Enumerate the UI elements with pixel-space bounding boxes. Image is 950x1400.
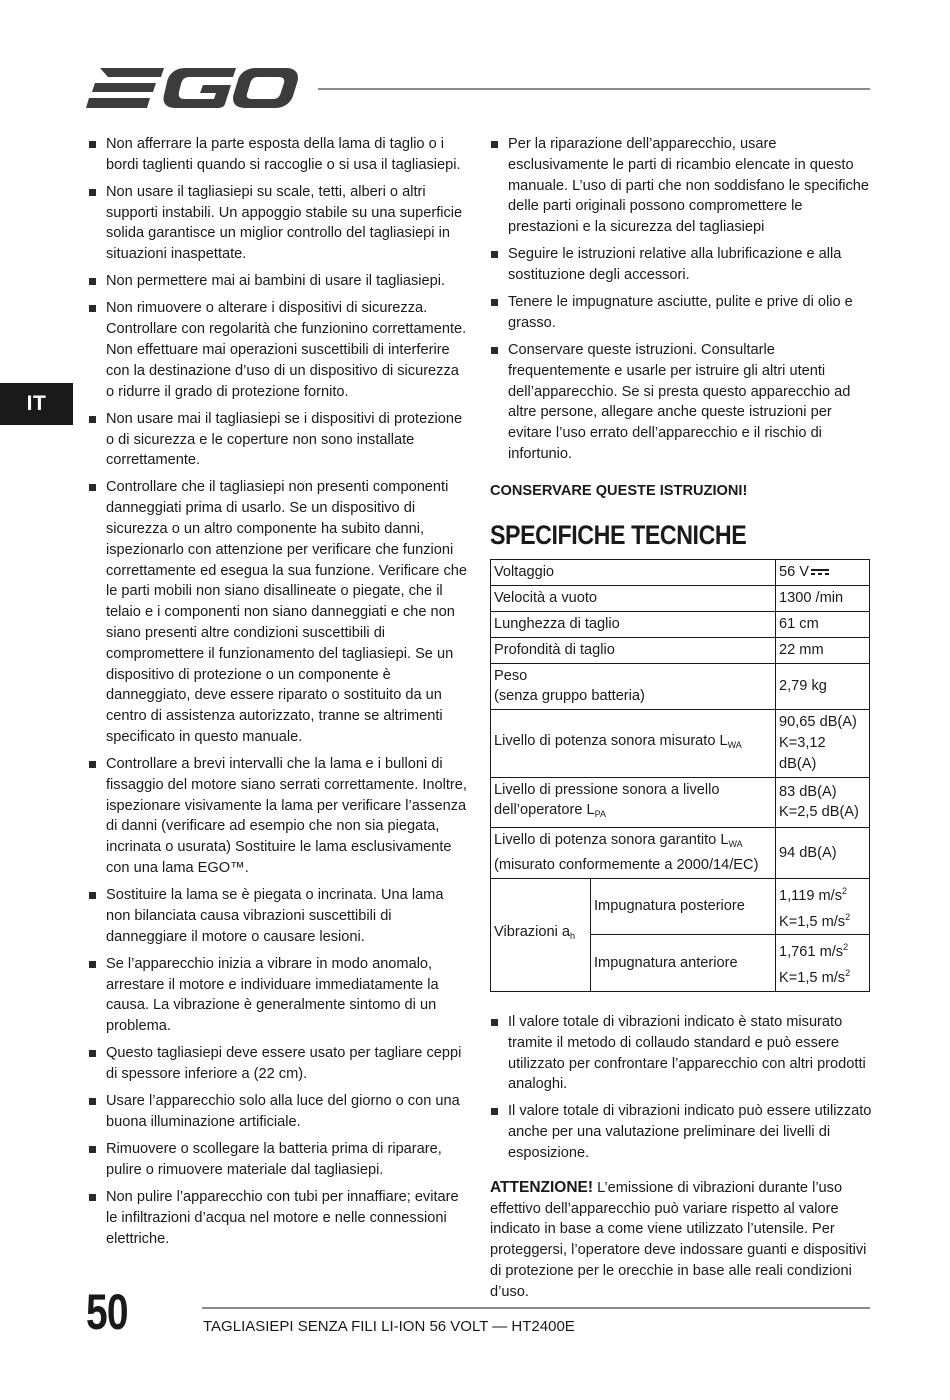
speed-label: Velocità a vuoto <box>491 586 776 612</box>
sound-pressure-value-line-1: 83 dB(A) <box>779 783 837 800</box>
header-rule <box>318 88 870 90</box>
specs-table <box>490 559 870 992</box>
list-item: Questo tagliasiepi deve essere usato per tagliare ceppi di spessore inferiore a (22 cm). <box>88 1043 470 1085</box>
list-item: Per la riparazione dell’apparecchio, usare esclusivamente le parti di ricambio elencate in questo manuale. L’uso di parti che non soddisfano le specifiche delle parti originali possono compromettere le prestazioni e la sicurezza del tagliasiepi <box>490 134 872 238</box>
cut-length-value: 61 cm <box>776 612 870 638</box>
table-row <box>491 560 870 586</box>
weight-label-line-2: (senza gruppo batteria) <box>494 688 645 705</box>
sound-power-value-line-2: K=3,12 dB(A) <box>779 735 826 772</box>
specs-title: SPECIFICHE TECNICHE <box>490 519 747 550</box>
front-grip-value-line-2: K=1,5 $m/s^2$ <box>779 968 851 987</box>
sound-pressure-label-line-2: dell’operatore $L_{PA}$ <box>494 802 606 820</box>
list-item: Rimuovere o scollegare la batteria prima di riparare, pulire o rimuovere materiale dal tagliasiepi. <box>88 1139 470 1181</box>
weight-value: 2,79 kg <box>776 663 870 710</box>
sound-pressure-value <box>776 777 870 828</box>
rear-grip-value <box>776 878 870 935</box>
list-item: Non rimuovere o alterare i dispositivi di sicurezza. Controllare con regolarità che funzionino correttamente. Non effettuare mai operazioni suscettibili di interferire con la destinazione d’uso di un dispositivo di sicurezza o ridurre il grado di protezione fornito. <box>88 298 470 402</box>
warning-paragraph <box>490 1178 872 1303</box>
sound-pressure-label <box>491 777 776 828</box>
right-column <box>490 134 872 1303</box>
table-row <box>491 878 870 935</box>
guaranteed-label-line-2: (misurato conformemente a 2000/14/EC) <box>494 857 759 873</box>
rear-grip-value-line-2: K=1,5 $m/s^2$ <box>779 911 851 930</box>
list-item: Seguire le istruzioni relative alla lubrificazione e alla sostituzione degli accessori. <box>490 244 872 286</box>
list-item: Usare l’apparecchio solo alla luce del giorno o con una buona illuminazione artificiale. <box>88 1091 470 1133</box>
list-item: Sostituire la lama se è piegata o incrinata. Una lama non bilanciata causa vibrazioni suscettibili di danneggiare il motore o causare lesioni. <box>88 885 470 947</box>
voltage-label: Voltaggio <box>491 560 776 586</box>
cut-depth-value: 22 mm <box>776 637 870 663</box>
front-grip-value <box>776 935 870 992</box>
sound-pressure-label-line-1: Livello di pressione sonora a livello <box>494 781 720 798</box>
table-row <box>491 828 870 879</box>
list-item: Non permettere mai ai bambini di usare il tagliasiepi. <box>88 271 470 292</box>
safety-list-left <box>88 134 470 1249</box>
cut-depth-label: Profondità di taglio <box>491 637 776 663</box>
guaranteed-power-label <box>491 828 776 879</box>
list-item: Non usare il tagliasiepi su scale, tetti, alberi o altri supporti instabili. Un appoggio stabile su una superficie solida garantisce un miglior controllo del tagliasiepi in situazioni inaspettate. <box>88 182 470 265</box>
guaranteed-label-line-1: Livello di potenza sonora garantito $L_{WA}$ <box>494 832 743 850</box>
weight-label <box>491 663 776 710</box>
footer-title: TAGLIASIEPI SENZA FILI LI-ION 56 VOLT — HT2400E <box>203 1318 575 1335</box>
table-row <box>491 586 870 612</box>
weight-label-line-1: Peso <box>494 667 528 684</box>
front-grip-label: Impugnatura anteriore <box>591 935 776 992</box>
vibration-notes <box>490 1012 872 1164</box>
table-row <box>491 710 870 777</box>
conserve-heading: CONSERVARE QUESTE ISTRUZIONI! <box>490 482 748 499</box>
sound-power-label: Livello di potenza sonora misurato $L_{WA}$ <box>491 710 776 777</box>
left-column <box>88 134 470 1256</box>
language-tab: IT <box>0 383 73 425</box>
vibration-label: Vibrazioni $a_h$ <box>491 878 591 991</box>
table-row <box>491 637 870 663</box>
guaranteed-power-value: 94 dB(A) <box>776 828 870 879</box>
list-item: Controllare a brevi intervalli che la lama e i bulloni di fissaggio del motore siano serrati correttamente. Inoltre, ispezionare visivamente la lama per verificare l’assenza di danni (verificare ad esempio che non sia piegata, incrinata o usurata) Sostituire le lama esclusivamente con una lama EGO™. <box>88 754 470 879</box>
rear-grip-label: Impugnatura posteriore <box>591 878 776 935</box>
page-number: 50 <box>86 1284 128 1340</box>
list-item: Il valore totale di vibrazioni indicato può essere utilizzato anche per una valutazione preliminare dei livelli di esposizione. <box>490 1101 872 1163</box>
sound-pressure-value-line-2: K=2,5 dB(A) <box>779 804 859 821</box>
safety-list-right <box>490 134 872 465</box>
sound-power-value-line-1: 90,65 dB(A) <box>779 714 857 731</box>
table-row <box>491 663 870 710</box>
list-item: Non afferrare la parte esposta della lama di taglio o i bordi taglienti quando si raccoglie o si usa il tagliasiepi. <box>88 134 470 176</box>
table-row <box>491 612 870 638</box>
sound-power-value <box>776 710 870 777</box>
warning-label: ATTENZIONE! <box>490 1178 594 1196</box>
list-item: Se l’apparecchio inizia a vibrare in modo anomalo, arrestare il motore e individuare immediatamente la causa. La vibrazione è generalmente sintomo di un problema. <box>88 954 470 1037</box>
cut-length-label: Lunghezza di taglio <box>491 612 776 638</box>
voltage-value: 56 V <box>776 560 870 586</box>
rear-grip-value-line-1: 1,119 $m/s^2$ <box>779 885 848 904</box>
front-grip-value-line-1: 1,761 $m/s^2$ <box>779 942 849 961</box>
list-item: Non usare mai il tagliasiepi se i dispositivi di protezione o di sicurezza e le coperture non sono installate correttamente. <box>88 409 470 471</box>
ego-logo <box>86 64 298 112</box>
list-item: Il valore totale di vibrazioni indicato è stato misurato tramite il metodo di collaudo standard e può essere utilizzato per confrontare l’apparecchio con altri prodotti analoghi. <box>490 1012 872 1095</box>
dc-current-icon <box>811 568 829 576</box>
list-item: Non pulire l’apparecchio con tubi per innaffiare; evitare le infiltrazioni d’acqua nel motore e nelle connessioni elettriche. <box>88 1187 470 1249</box>
list-item: Tenere le impugnature asciutte, pulite e prive di olio e grasso. <box>490 292 872 334</box>
table-row <box>491 777 870 828</box>
list-item: Conservare queste istruzioni. Consultarle frequentemente e usarle per istruire gli altri utenti dell’apparecchio. Se si presta questo apparecchio ad altre persone, allegare anche queste istruzioni per evitare l’uso errato dell’apparecchio e il rischio di infortunio. <box>490 340 872 465</box>
list-item: Controllare che il tagliasiepi non presenti componenti danneggiati prima di usarlo. Se un dispositivo di sicurezza o un altro componente ha subito danni, ispezionarlo con attenzione per verificare che funzioni correttamente ed esegua la sua funzione. Verificare che le parti mobili non siano disallineate o piegate, che il telaio e i componenti non siano danneggiati e che non siano presenti altre condizioni suscettibili di compromettere il funzionamento del tagliasiepi. Se un dispositivo di protezione o un componente è danneggiato, deve essere riparato o sostituito da un centro di assistenza autorizzato, tranne se altrimenti specificato in questo manuale. <box>88 477 470 747</box>
footer-rule <box>202 1307 870 1309</box>
speed-value: 1300 /min <box>776 586 870 612</box>
warning-text: L’emissione di vibrazioni durante l’uso effettivo dell’apparecchio può variare rispetto al valore indicato in base a come viene utilizzato l’utensile. Per proteggersi, l’operatore deve indossare guanti e dispositivi di protezione per le orecchie in base alle reali condizioni d’uso. <box>490 1179 867 1300</box>
